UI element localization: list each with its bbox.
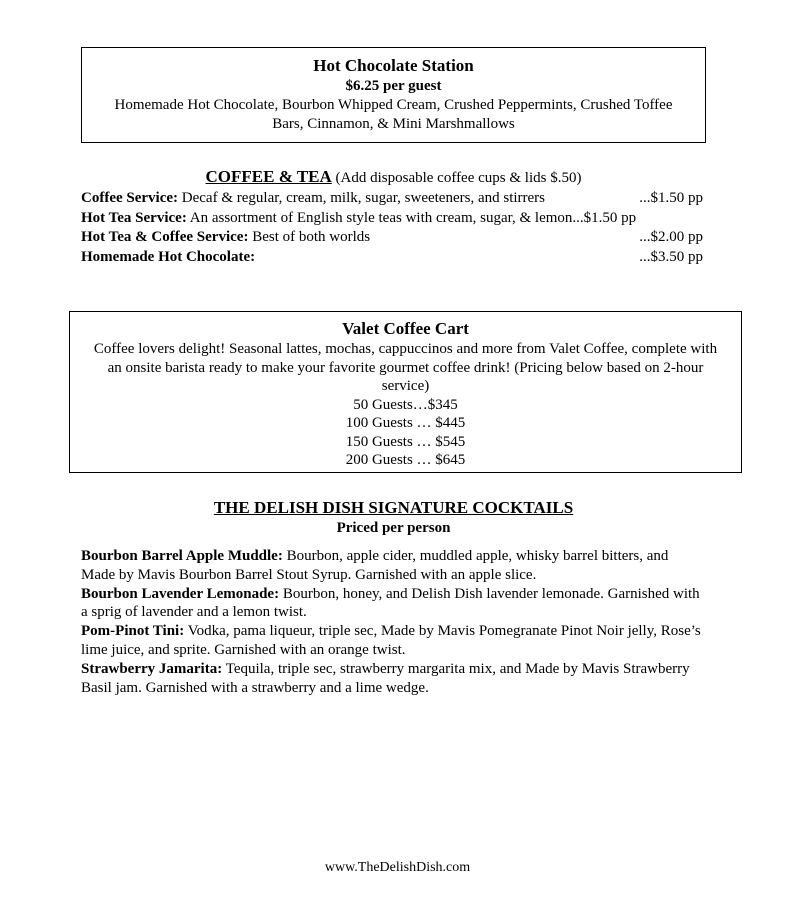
cocktail-name: Bourbon Barrel Apple Muddle: xyxy=(81,548,283,564)
hot-chocolate-station-box xyxy=(81,47,706,143)
hot-chocolate-station-description: Homemade Hot Chocolate, Bourbon Whipped Cream, Crushed Peppermints, Crushed Toffee Bars, Cinnamon, & Mini Marshmallows xyxy=(114,97,673,132)
hot-tea-coffee-service-price: ...$2.00 pp xyxy=(639,229,703,245)
valet-coffee-cart-title: Valet Coffee Cart xyxy=(342,319,469,338)
homemade-hot-chocolate-label: Homemade Hot Chocolate: xyxy=(81,248,256,265)
hot-tea-service-row xyxy=(81,209,706,229)
signature-cocktails-list xyxy=(81,547,706,697)
cocktail-name: Bourbon Lavender Lemonade: xyxy=(81,585,280,602)
valet-tier-100: 100 Guests … $445 xyxy=(345,415,466,431)
hot-tea-service-label: Hot Tea Service: xyxy=(81,209,187,226)
hot-chocolate-station-title: Hot Chocolate Station xyxy=(313,56,474,75)
coffee-tea-header xyxy=(81,166,706,189)
coffee-tea-list xyxy=(81,189,706,267)
footer-website: www.TheDelishDish.com xyxy=(324,860,471,875)
cocktail-description: Bourbon, honey, and Delish Dish lavender lemonade. Garnished with a sprig of lavender and a lemon twist. xyxy=(81,585,700,621)
valet-coffee-cart-box xyxy=(69,311,742,473)
valet-tier-200: 200 Guests … $645 xyxy=(345,452,466,468)
cocktail-description: Bourbon, apple cider, muddled apple, whisky barrel bitters, and Made by Mavis Bourbon Barrel Stout Syrup. Garnished with an apple slice. xyxy=(81,548,669,583)
signature-cocktails-subtitle: Priced per person xyxy=(336,520,451,536)
hot-tea-coffee-service-row xyxy=(81,228,706,248)
valet-coffee-cart-description: Coffee lovers delight! Seasonal lattes, mochas, cappuccinos and more from Valet Coffee, complete with an onsite barista ready to make your favorite gourmet coffee drink! (Pricing below based on 2-hour service) xyxy=(93,341,718,394)
hot-tea-coffee-service-description: Best of both worlds xyxy=(252,229,371,245)
hot-chocolate-station-price: $6.25 per guest xyxy=(345,78,442,94)
coffee-service-description: Decaf & regular, cream, milk, sugar, sweeteners, and stirrers xyxy=(181,190,546,206)
cocktail-item xyxy=(81,547,706,585)
signature-cocktails-header xyxy=(81,497,706,538)
coffee-tea-note: (Add disposable coffee cups & lids $.50) xyxy=(335,170,582,186)
coffee-service-row xyxy=(81,189,706,209)
valet-tier-50: 50 Guests…$345 xyxy=(353,396,458,413)
hot-tea-service-description: An assortment of English style teas with cream, sugar, & lemon...$1.50 pp xyxy=(189,209,637,226)
cocktail-item xyxy=(81,622,706,660)
cocktail-item xyxy=(81,660,706,698)
valet-tier-150: 150 Guests … $545 xyxy=(345,433,466,450)
cocktail-description: Vodka, pama liqueur, triple sec, Made by Mavis Pomegranate Pinot Noir jelly, Rose’s lime juice, and sprite. Garnished with an orange twist. xyxy=(81,623,701,658)
cocktail-name: Pom-Pinot Tini: xyxy=(81,623,185,640)
homemade-hot-chocolate-row xyxy=(81,248,706,268)
homemade-hot-chocolate-price: ...$3.50 pp xyxy=(639,248,703,265)
cocktail-name: Strawberry Jamarita: xyxy=(81,660,223,677)
coffee-service-price: ...$1.50 pp xyxy=(639,190,703,206)
signature-cocktails-title: THE DELISH DISH SIGNATURE COCKTAILS xyxy=(213,498,574,517)
cocktail-item xyxy=(81,585,706,623)
coffee-tea-title: COFFEE & TEA xyxy=(205,167,332,186)
cocktail-description: Tequila, triple sec, strawberry margarita mix, and Made by Mavis Strawberry Basil jam. Garnished with a strawberry and a lime wedge. xyxy=(81,660,690,696)
hot-tea-coffee-service-label: Hot Tea & Coffee Service: xyxy=(81,229,249,245)
coffee-service-label: Coffee Service: xyxy=(81,190,179,206)
